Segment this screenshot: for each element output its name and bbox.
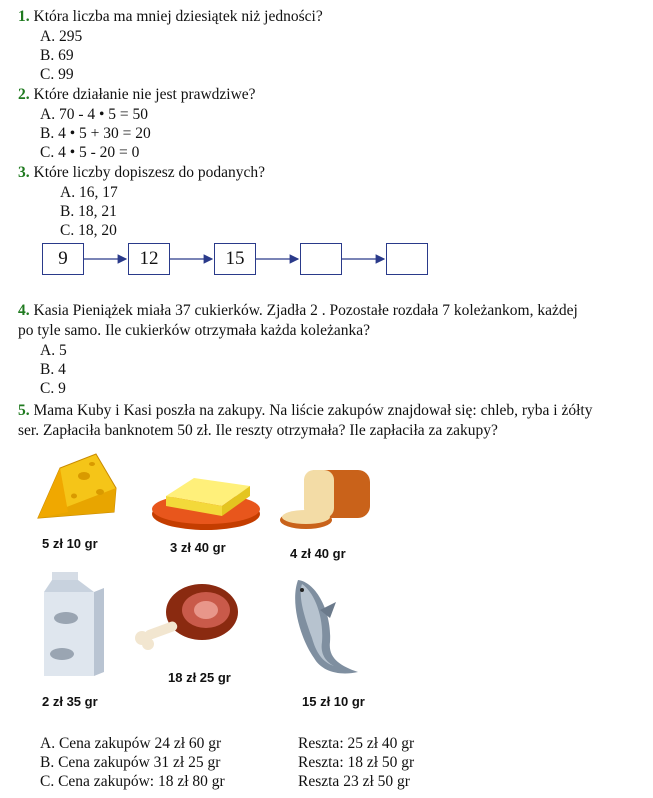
- butter-image: [150, 464, 262, 534]
- question-3: [18, 164, 265, 182]
- price-cheese: 5 zł 10 gr: [42, 536, 98, 551]
- price-fish: 15 zł 10 gr: [302, 694, 365, 709]
- q1-option-b[interactable]: B. 69: [40, 47, 74, 64]
- question-5-text-1: Mama Kuby i Kasi poszła na zakupy. Na liście zakupów znajdował się: chleb, ryba i żółty: [33, 402, 593, 419]
- price-bread: 4 zł 40 gr: [290, 546, 346, 561]
- question-1: [18, 8, 323, 26]
- fish-image: [280, 572, 376, 680]
- q2-option-b[interactable]: B. 4 • 5 + 30 = 20: [40, 125, 151, 142]
- q4-option-a[interactable]: A. 5: [40, 342, 67, 359]
- bread-image: [276, 456, 374, 538]
- question-2-number: 2.: [18, 86, 30, 103]
- cheese-image: [34, 448, 120, 526]
- q5-option-c-cost[interactable]: C. Cena zakupów: 18 zł 80 gr: [40, 773, 225, 790]
- price-ham: 18 zł 25 gr: [168, 670, 231, 685]
- q5-option-a-cost[interactable]: A. Cena zakupów 24 zł 60 gr: [40, 735, 222, 752]
- chain-box-1: 9: [42, 243, 84, 275]
- q1-option-a[interactable]: A. 295: [40, 28, 83, 45]
- q2-option-c[interactable]: C. 4 • 5 - 20 = 0: [40, 144, 140, 161]
- question-4-text-1: Kasia Pieniążek miała 37 cukierków. Zjadła 2 . Pozostałe rozdała 7 koleżankom, każdej: [33, 302, 578, 319]
- question-1-number: 1.: [18, 8, 30, 25]
- q5-option-a-change: Reszta: 25 zł 40 gr: [298, 735, 415, 752]
- q4-option-b[interactable]: B. 4: [40, 361, 66, 378]
- q4-option-c[interactable]: C. 9: [40, 380, 66, 397]
- chain-box-3: 15: [214, 243, 256, 275]
- question-5-line-1: [18, 402, 592, 420]
- question-5-line-2: ser. Zapłaciła banknotem 50 zł. Ile reszty otrzymała? Ile zapłaciła za zakupy?: [18, 422, 498, 439]
- price-butter: 3 zł 40 gr: [170, 540, 226, 555]
- q3-option-c[interactable]: C. 18, 20: [60, 222, 117, 239]
- question-2-text: Które działanie nie jest prawdziwe?: [33, 86, 256, 103]
- q5-option-b-change: Reszta: 18 zł 50 gr: [298, 754, 415, 771]
- question-3-text: Które liczby dopiszesz do podanych?: [33, 164, 266, 181]
- question-5-number: 5.: [18, 402, 30, 419]
- chain-box-2: 12: [128, 243, 170, 275]
- question-4-line-1: [18, 302, 578, 320]
- chain-box-5-empty[interactable]: [386, 243, 428, 275]
- q5-option-b-cost[interactable]: B. Cena zakupów 31 zł 25 gr: [40, 754, 221, 771]
- q5-option-c-change: Reszta 23 zł 50 gr: [298, 773, 410, 790]
- q1-option-c[interactable]: C. 99: [40, 66, 74, 83]
- question-3-number: 3.: [18, 164, 30, 181]
- q3-option-b[interactable]: B. 18, 21: [60, 203, 117, 220]
- price-milk: 2 zł 35 gr: [42, 694, 98, 709]
- question-4-line-2: po tyle samo. Ile cukierków otrzymała każda koleżanka?: [18, 322, 371, 339]
- question-4-number: 4.: [18, 302, 30, 319]
- question-1-text: Która liczba ma mniej dziesiątek niż jedności?: [33, 8, 323, 25]
- milk-carton-image: [38, 568, 108, 680]
- q2-option-a[interactable]: A. 70 - 4 • 5 = 50: [40, 106, 149, 123]
- ham-image: [130, 578, 244, 650]
- question-2: [18, 86, 256, 104]
- chain-box-4-empty[interactable]: [300, 243, 342, 275]
- q3-option-a[interactable]: A. 16, 17: [60, 184, 118, 201]
